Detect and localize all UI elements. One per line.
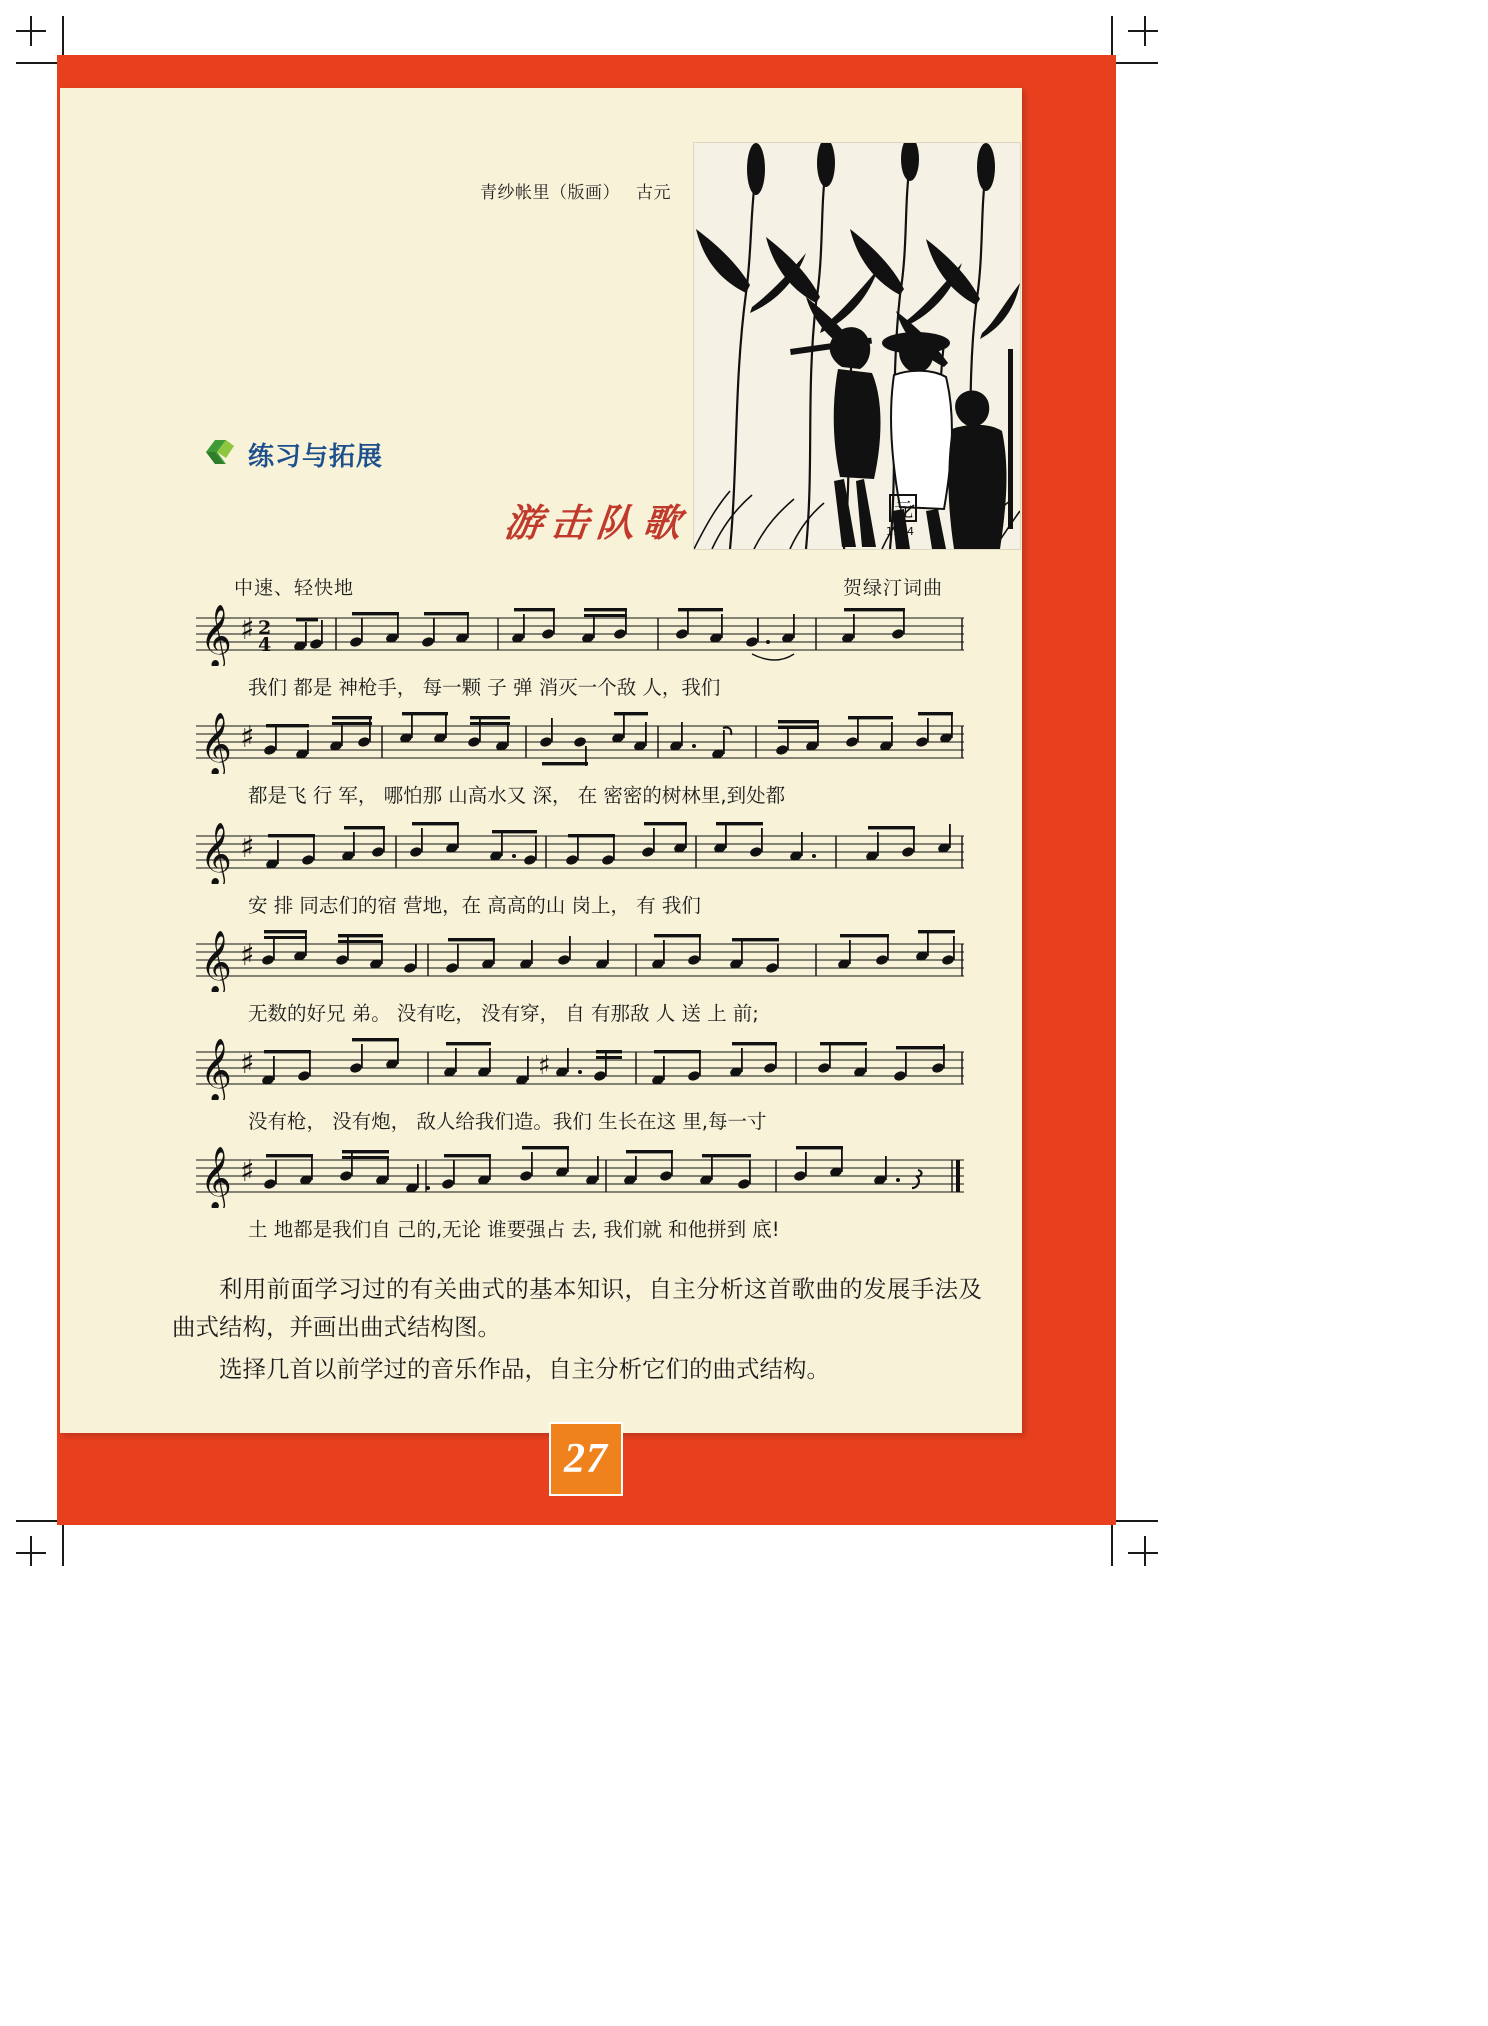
section-heading-label: 练习与拓展 [248,442,384,472]
music-system-2 [196,712,964,808]
svg-text:𝄞: 𝄞 [200,822,232,884]
tempo-marking: 中速、轻快地 [234,577,355,599]
svg-text:♯: ♯ [240,612,255,647]
staff-2 [196,712,964,774]
svg-text:1944: 1944 [886,525,914,538]
crop-mark-bottom-right-v2 [1144,1536,1146,1566]
svg-text:♯: ♯ [240,720,255,755]
exercise-paragraphs [172,1270,982,1392]
woodcut-illustration [694,143,1020,549]
illustration-caption [480,178,671,203]
lyric-line-2: 都是飞 行 军， 哪怕那 山高水又 深， 在 密密的树林里,到处都 [248,784,786,807]
lyric-line-6: 土 地都是我们自 己的,无论 谁要强占 去, 我们就 和他拼到 底! [248,1218,780,1241]
svg-text:2: 2 [258,617,272,639]
song-title: 游击队歌 [502,500,692,545]
svg-text:𝄞: 𝄞 [200,712,232,774]
svg-text:♯: ♯ [538,1051,551,1081]
staff-3 [196,822,964,884]
lyric-line-3: 安 排 同志们的宿 营地，在 高高的山 岗上， 有 我们 [248,894,701,917]
svg-text:𝄞: 𝄞 [200,1146,232,1208]
crop-mark-top-right-h2 [1128,30,1158,32]
lyric-line-1: 我们 都是 神枪手， 每一颗 子 弹 消灭一个敌 人，我们 [248,676,721,699]
crop-mark-bottom-right-v [1111,1520,1113,1566]
lyric-line-5: 没有枪， 没有炮， 敌人给我们造。我们 生长在这 里,每一寸 [248,1110,767,1133]
crop-mark-bottom-right-h2 [1128,1552,1158,1554]
crop-mark-top-left-h [16,62,62,64]
page-number-badge: 27 [549,1422,623,1496]
crop-mark-bottom-right-h [1112,1520,1158,1522]
caption-title: 青纱帐里 [480,183,550,203]
woodcut-illustration-art [694,143,1020,549]
svg-text:♯: ♯ [240,830,255,865]
svg-text:𝄞: 𝄞 [200,930,232,992]
crop-mark-top-left-v2 [30,16,32,46]
caption-medium: （版画） [550,183,620,203]
caption-author: 古元 [636,183,671,203]
svg-text:𝄞: 𝄞 [200,1038,232,1100]
svg-text:♯: ♯ [240,938,255,973]
staff-1 [196,604,964,666]
music-system-4 [196,930,964,1026]
lyric-line-4: 无数的好兄 弟。 没有吃， 没有穿， 自 有那敌 人 送 上 前; [248,1002,759,1025]
svg-text:♯: ♯ [240,1046,255,1081]
staff-4 [196,930,964,992]
section-heading [196,432,383,477]
music-system-6 [196,1146,964,1242]
crop-mark-top-right-v2 [1144,16,1146,46]
crop-mark-top-right-h [1112,62,1158,64]
svg-text:4: 4 [258,634,272,656]
staff-6 [196,1146,964,1208]
music-system-3 [196,822,964,918]
artist-signature [886,495,916,538]
crop-mark-bottom-left-v2 [30,1536,32,1566]
crop-mark-bottom-left-h [16,1520,62,1522]
composer-credit: 贺绿汀词曲 [843,577,944,599]
exercise-paragraph-2: 选择几首以前学过的音乐作品，自主分析它们的曲式结构。 [219,1355,830,1384]
crop-mark-bottom-left-v [62,1520,64,1566]
music-system-1 [196,604,964,700]
svg-text:♯: ♯ [240,1154,255,1189]
svg-text:元: 元 [894,499,914,521]
exercise-paragraph-1: 利用前面学习过的有关曲式的基本知识，自主分析这首歌曲的发展手法及曲式结构，并画出曲式结构图。 [172,1275,982,1342]
svg-text:𝄞: 𝄞 [200,604,232,666]
diamond-cube-icon [196,432,236,477]
staff-5 [196,1038,964,1100]
music-system-5 [196,1038,964,1134]
